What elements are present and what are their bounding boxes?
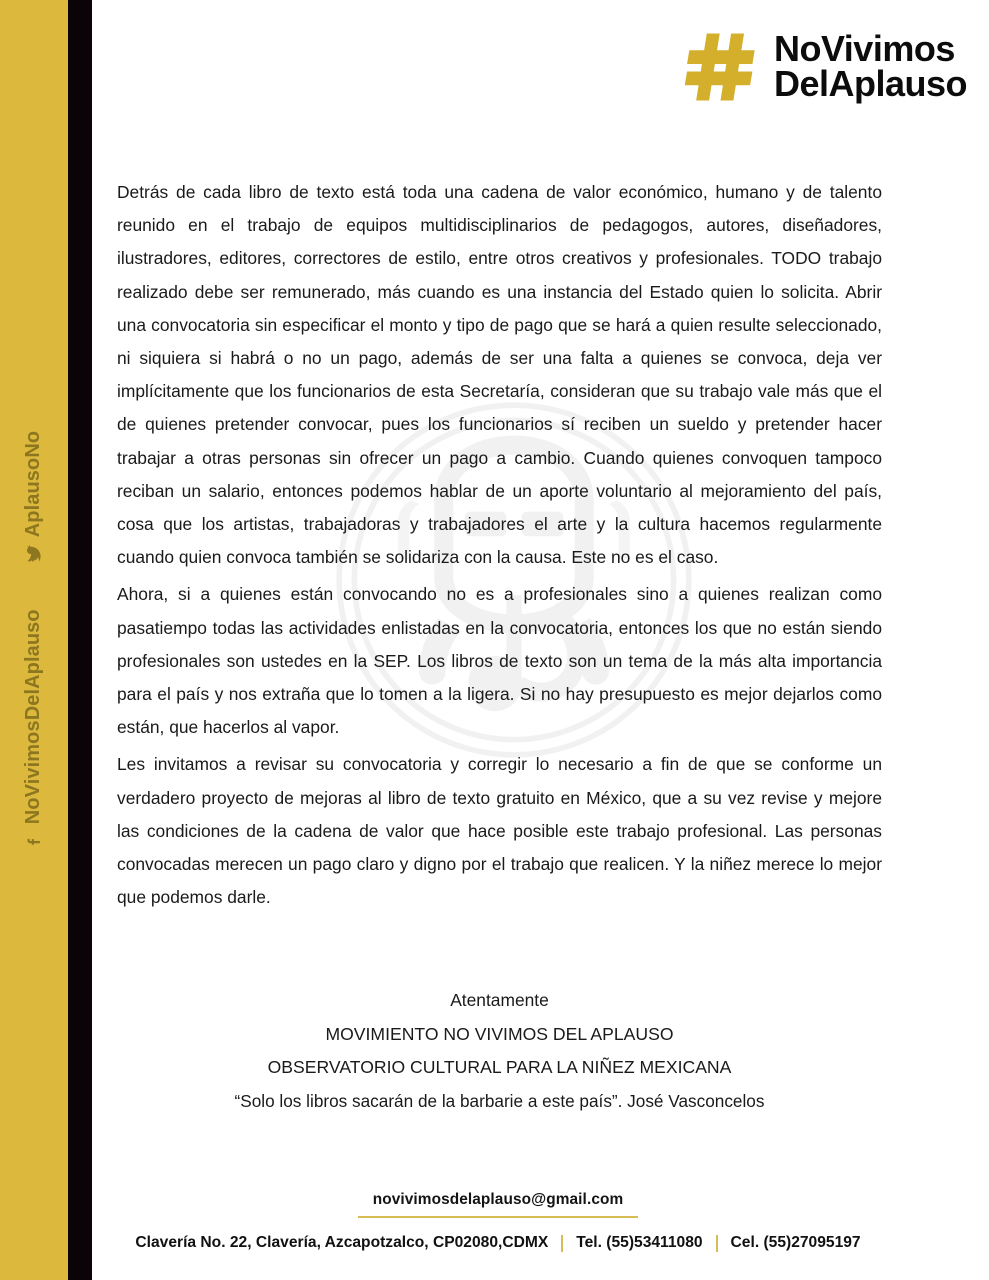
brand-wordmark-line2: DelAplauso — [773, 63, 967, 104]
facebook-icon — [25, 831, 44, 850]
letter-paragraph: Les invitamos a revisar su convocatoria y corregir lo necesario a fin de que se conforme un verdadero proyecto de mejoras al libro de texto gratuito en México, que a su vez revise y mejore las condiciones de la cadena de valor que hace posible este trabajo profesional. Las personas convocadas merecen un pago claro y digno por el trabajo que realicen. Y la niñez merece lo mejor que podemos darle. — [117, 754, 882, 908]
hashtag-icon — [684, 28, 760, 106]
twitter-handle-item[interactable] — [23, 430, 46, 562]
social-handles-strip — [0, 0, 68, 1280]
footer-phone: Tel. (55)53411080 — [576, 1234, 703, 1251]
signature-block — [117, 984, 882, 1118]
twitter-handle-label: AplausoNo — [22, 430, 45, 537]
signature-closing: Atentamente — [450, 990, 549, 1010]
brand-logo — [684, 28, 967, 106]
brand-wordmark-line1: NoVivimos — [773, 28, 955, 70]
brand-wordmark — [773, 28, 967, 104]
left-accent-bar-black — [68, 0, 92, 1280]
signature-organization-1: MOVIMIENTO NO VIVIMOS DEL APLAUSO — [325, 1023, 674, 1044]
twitter-icon — [25, 544, 44, 563]
footer-separator — [561, 1235, 563, 1252]
facebook-handle-label: NoVivimosDelAplauso — [22, 608, 45, 824]
footer-address-text: Clavería No. 22, Clavería, Azcapotzalco, CP02080,CDMX — [135, 1234, 549, 1251]
document-page — [92, 0, 989, 1280]
facebook-handle-item[interactable] — [23, 609, 46, 850]
signature-quote: “Solo los libros sacarán de la barbarie a este país”. José Vasconcelos — [234, 1090, 765, 1111]
letter-paragraph: Ahora, si a quienes están convocando no es a profesionales sino a quienes realizan como pasatiempo todas las actividades enlistadas en la convocatoria, entonces los que no están siendo profesionales son ustedes en la SEP. Los libros de texto son un tema de la más alta importancia para el país y nos extraña que lo tomen a la ligera. Si no hay presupuesto es mejor dejarlos como están, que hacerlos al vapor. — [117, 584, 882, 738]
footer-contact-line — [112, 1234, 884, 1252]
footer-mobile: Cel. (55)27095197 — [730, 1234, 861, 1251]
letter-paragraph: Detrás de cada libro de texto está toda una cadena de valor económico, humano y de talento reunido en el trabajo de equipos multidisciplinarios de pedagogos, autores, diseñadores, ilustradores, editores, correctores de estilo, entre otros creativos y profesionales. TODO trabajo realizado debe ser remunerado, más cuando es una instancia del Estado quien lo solicita. Abrir una convocatoria sin especificar el monto y tipo de pago que se hará a quien resulte seleccionado, ni siquiera si habrá o no un pago, además de ser una falta a quienes se convoca, deja ver implícitamente que los funcionarios de esta Secretaría, consideran que su trabajo vale más que el de quienes pretender convocar, pues los funcionarios sí reciben un sueldo y pretender hacer trabajar a otras personas sin ofrecer un pago a cambio. Cuando quienes convoquen tampoco reciban un salario, entonces podemos hablar de un aporte voluntario al mejoramiento del país, cosa que los artistas, trabajadoras y trabajadores el arte y la cultura hacemos regularmente cuando quien convoca también se solidariza con la causa. Este no es el caso. — [117, 182, 882, 568]
footer-email[interactable]: novivimosdelaplauso@gmail.com — [372, 1191, 624, 1208]
signature-organization-2: OBSERVATORIO CULTURAL PARA LA NIÑEZ MEXICANA — [267, 1057, 732, 1078]
footer-divider — [358, 1216, 638, 1218]
footer-separator — [716, 1235, 718, 1252]
document-footer — [112, 1191, 884, 1252]
letter-body — [117, 176, 882, 918]
